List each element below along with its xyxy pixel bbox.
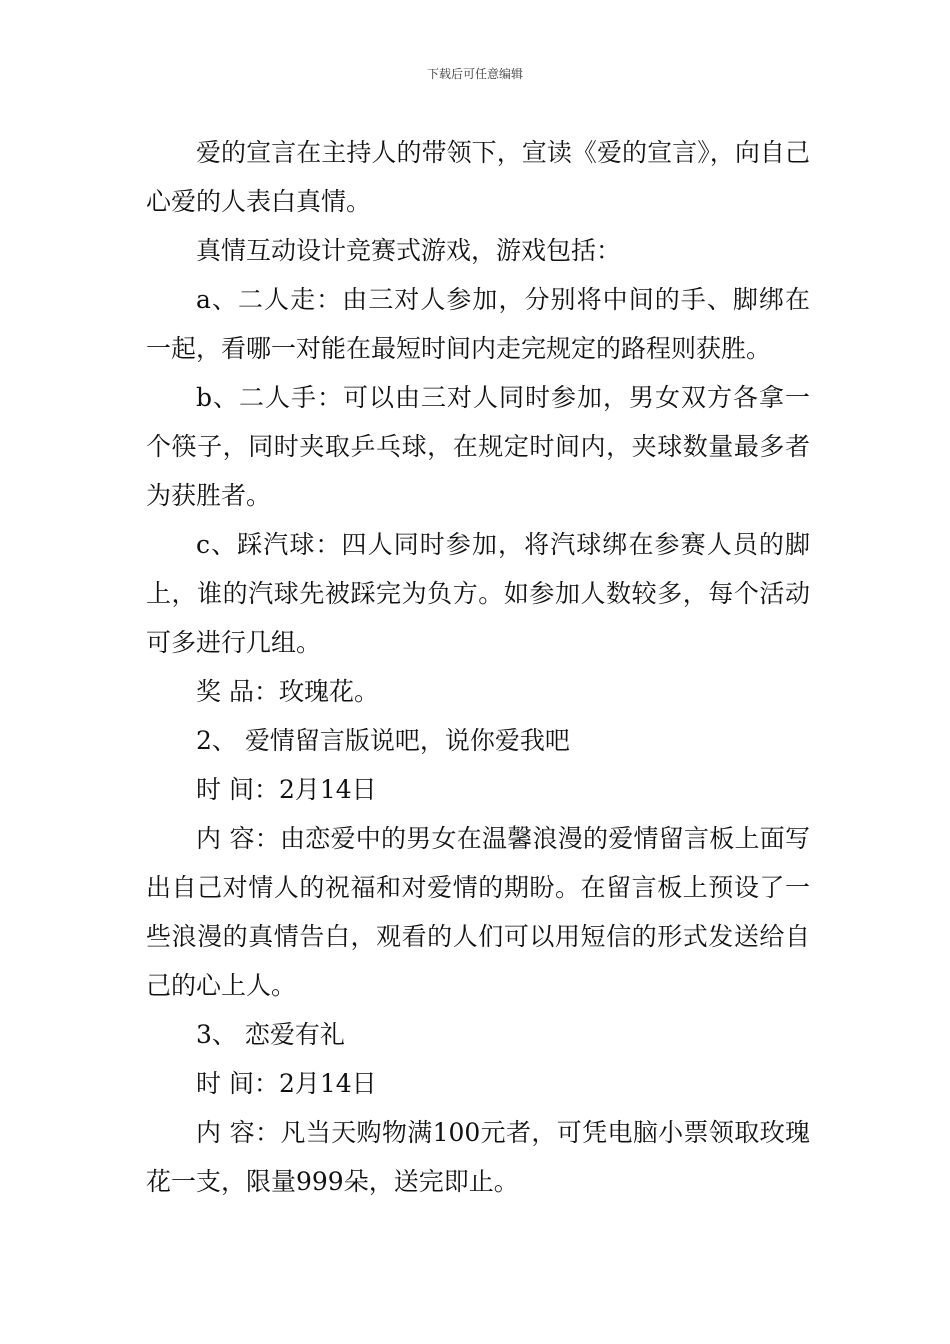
heading-section-2: 2、 爱情留言版说吧，说你爱我吧 [196,726,570,755]
paragraph-game-a: a、二人走：由三对人参加，分别将中间的手、脚绑在一起，看哪一对能在最短时间内走完规定的路程则获胜。 [146,285,810,363]
document-body [146,128,810,1206]
paragraph-game-c: c、踩汽球：四人同时参加，将汽球绑在参赛人员的脚上，谁的汽球先被踩完为负方。如参加人数较多，每个活动可多进行几组。 [146,530,810,657]
paragraph-game-b: b、二人手：可以由三对人同时参加，男女双方各拿一个筷子，同时夹取乒乓球，在规定时间内，夹球数量最多者为获胜者。 [146,383,810,510]
page-header: 下载后可任意编辑 [426,67,523,81]
paragraph-section-3-time: 时 间：2月14日 [196,1069,377,1098]
paragraph-section-2-time: 时 间：2月14日 [196,775,377,804]
paragraph-love-declaration: 爱的宣言在主持人的带领下，宣读《爱的宣言》，向自己心爱的人表白真情。 [146,138,810,216]
heading-section-3: 3、 恋爱有礼 [196,1020,345,1049]
paragraph-section-3-content: 内 容：凡当天购物满100元者，可凭电脑小票领取玫瑰花一支，限量999朵，送完即止。 [146,1118,810,1196]
paragraph-prize: 奖 品：玫瑰花。 [196,677,379,706]
paragraph-section-2-content: 内 容：由恋爱中的男女在温馨浪漫的爱情留言板上面写出自己对情人的祝福和对爱情的期盼。在留言板上预设了一些浪漫的真情告白，观看的人们可以用短信的形式发送给自己的心上人。 [146,824,810,1000]
paragraph-interactive-games: 真情互动设计竞赛式游戏，游戏包括： [196,236,622,265]
